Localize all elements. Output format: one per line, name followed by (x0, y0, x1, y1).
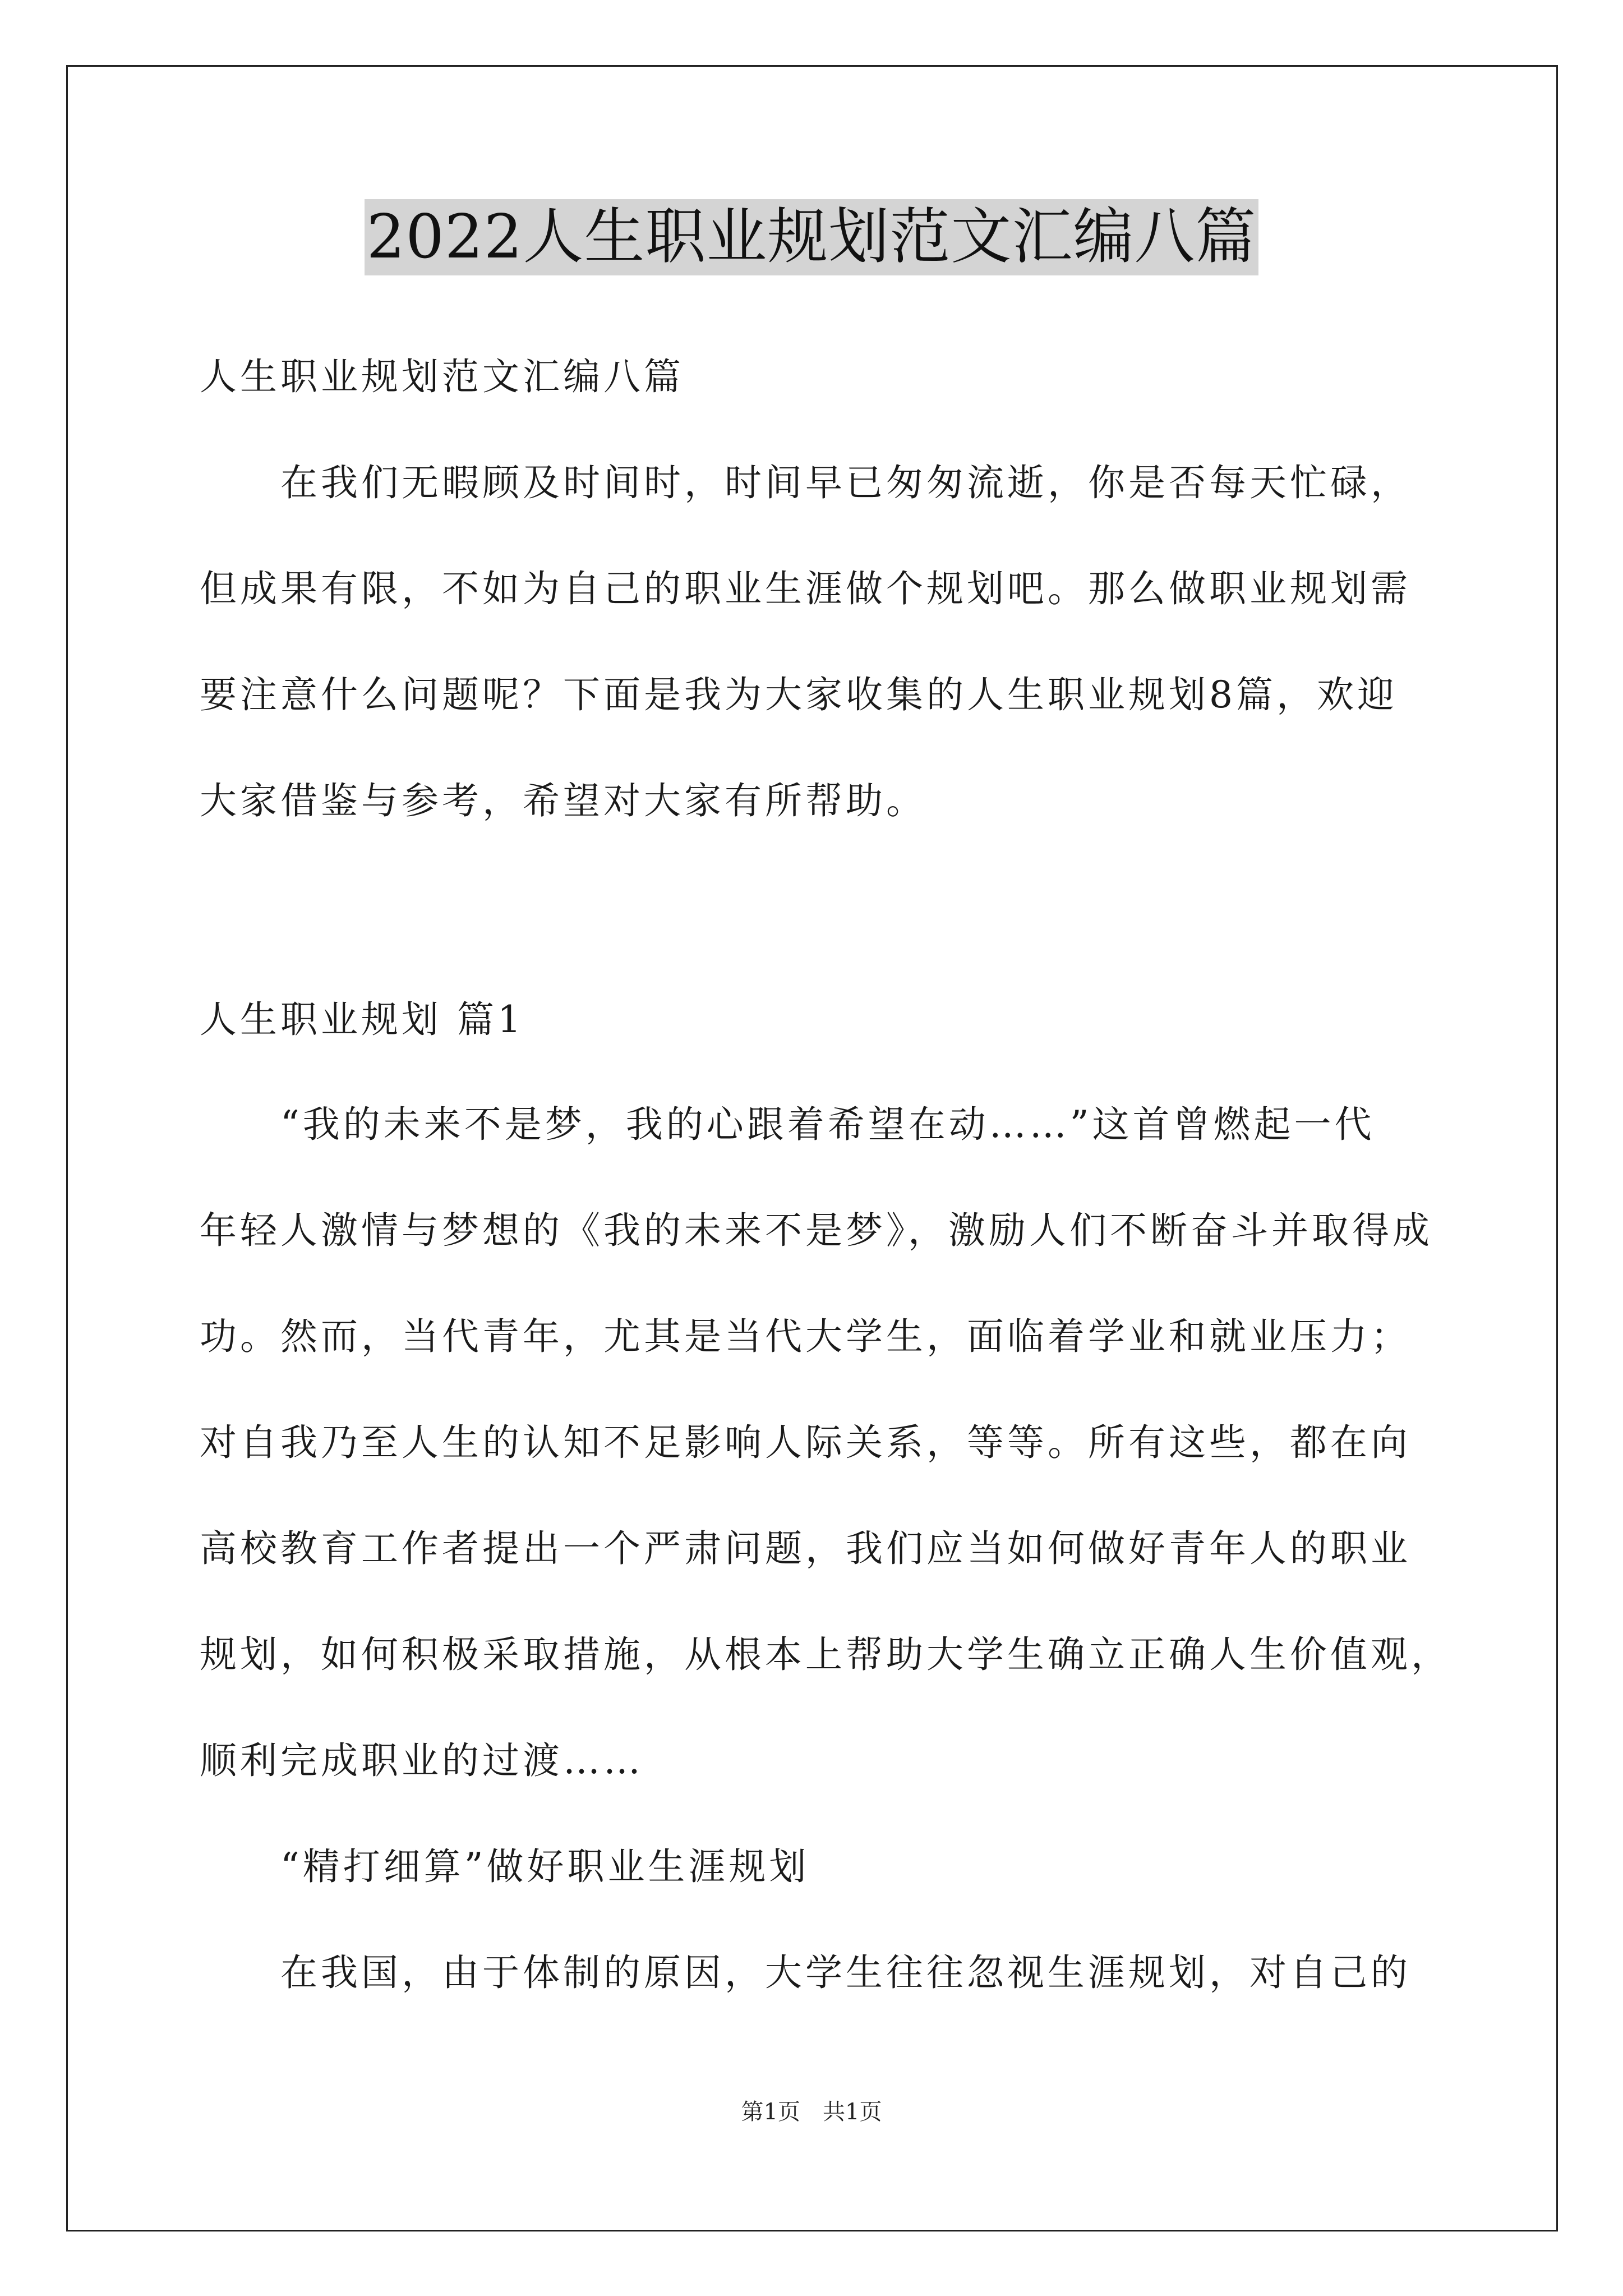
subheading-line: “精打细算”做好职业生涯规划 (280, 1845, 810, 1888)
body-line: 在我们无暇顾及时间时，时间早已匆匆流逝，你是否每天忙碌， (280, 461, 1411, 504)
page-footer: 第1页 共1页 (741, 2099, 882, 2125)
subtitle-line: 人生职业规划范文汇编八篇 (200, 355, 684, 398)
document-title: 2022人生职业规划范文汇编八篇 (365, 199, 1259, 275)
body-line: 顺利完成职业的过渡…… (200, 1739, 644, 1782)
body-line: 要注意什么问题呢？下面是我为大家收集的人生职业规划8篇，欢迎 (200, 673, 1398, 716)
body-line: 在我国，由于体制的原因，大学生往往忽视生涯规划，对自己的 (280, 1951, 1411, 1994)
section-heading: 人生职业规划 篇1 (200, 998, 524, 1041)
body-line: 年轻人激情与梦想的《我的未来不是梦》，激励人们不断奋斗并取得成 (200, 1209, 1433, 1252)
title-container (0, 199, 1623, 275)
body-line: “我的未来不是梦，我的心跟着希望在动……”这首曾燃起一代 (280, 1103, 1375, 1146)
body-line: 对自我乃至人生的认知不足影响人际关系，等等。所有这些，都在向 (200, 1421, 1411, 1464)
body-line: 但成果有限，不如为自己的职业生涯做个规划吧。那么做职业规划需 (200, 567, 1411, 610)
body-line: 规划，如何积极采取措施，从根本上帮助大学生确立正确人生价值观， (200, 1633, 1451, 1676)
body-line: 功。然而，当代青年，尤其是当代大学生，面临着学业和就业压力； (200, 1315, 1411, 1358)
body-line: 大家借鉴与参考，希望对大家有所帮助。 (200, 779, 926, 822)
body-line: 高校教育工作者提出一个严肃问题，我们应当如何做好青年人的职业 (200, 1527, 1411, 1570)
